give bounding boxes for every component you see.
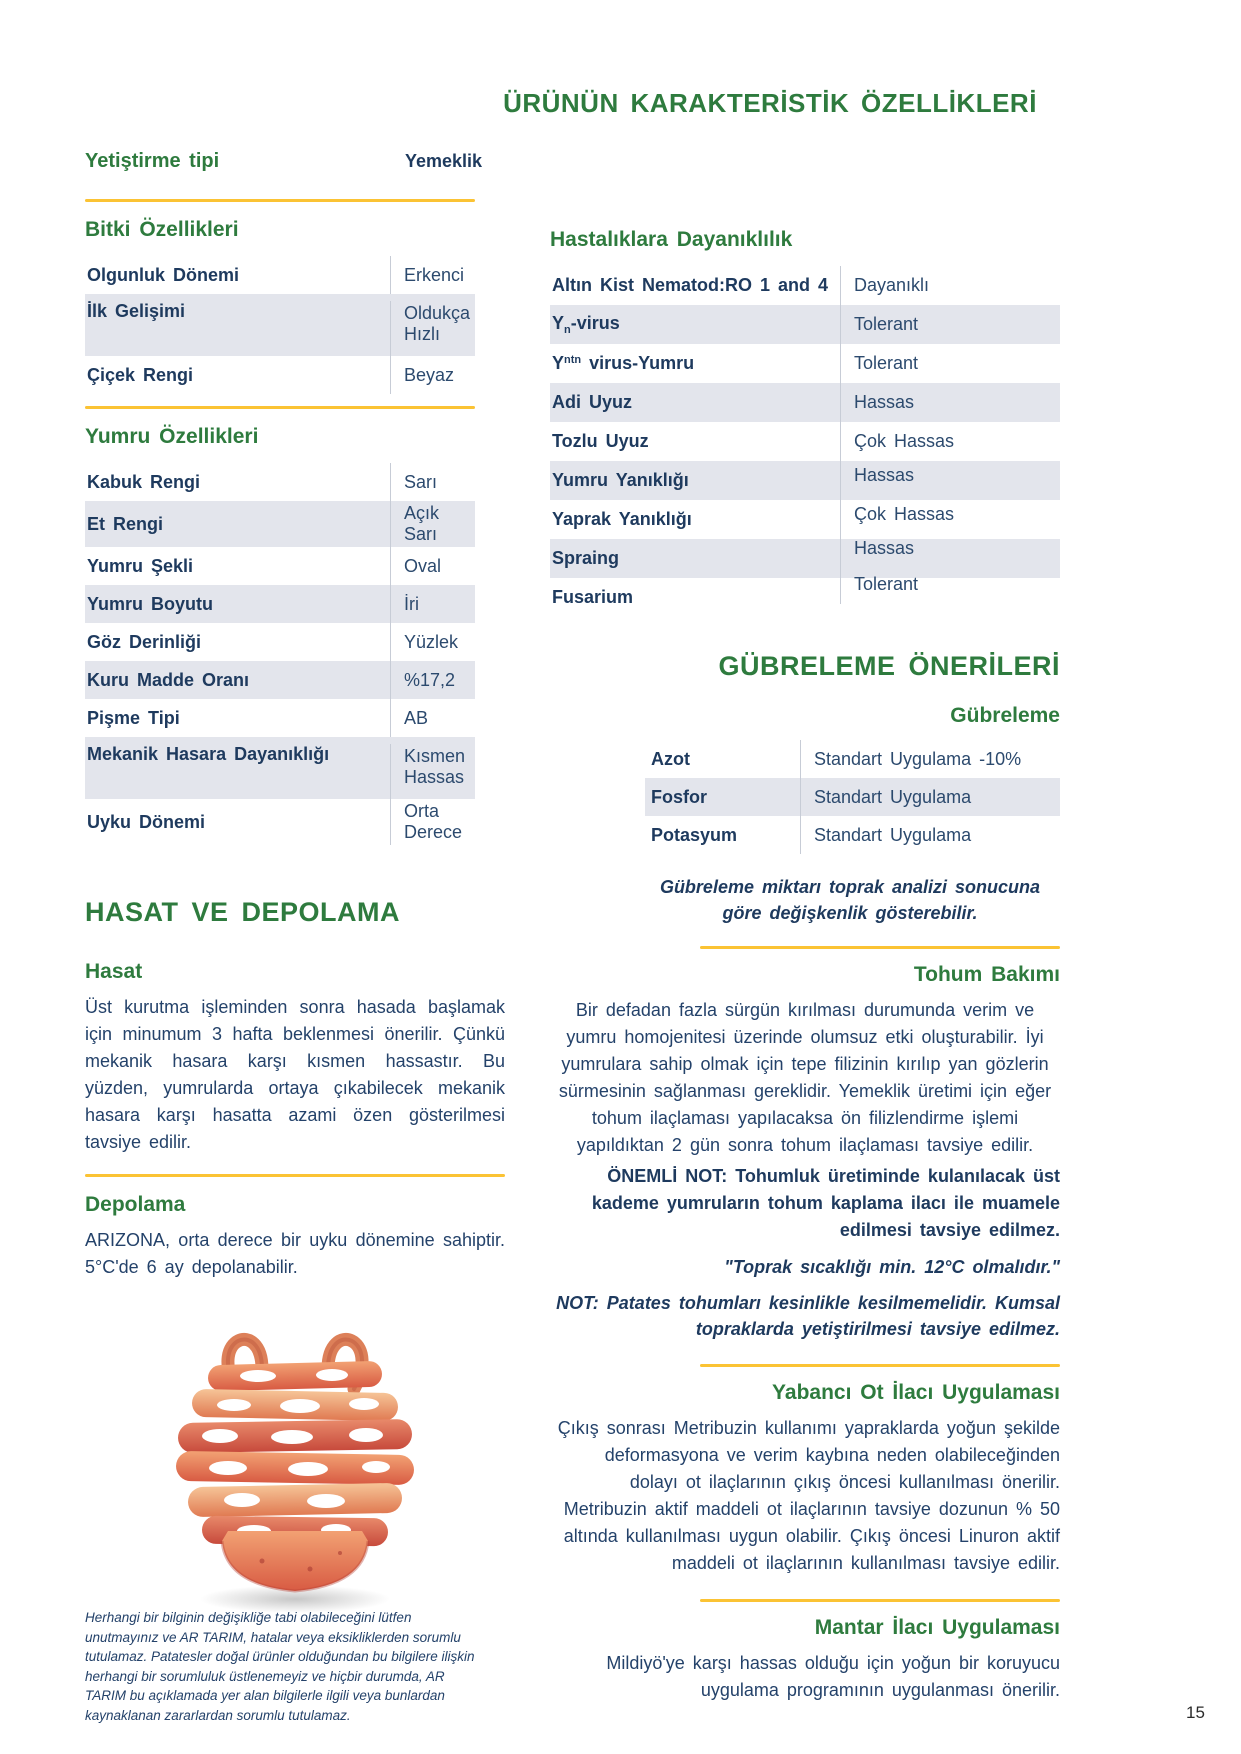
row-label: Et Rengi [87,513,164,534]
yellow-divider [700,1599,1060,1602]
row-value: Çok Hassas [840,495,1060,534]
tuber-features-heading: Yumru Özellikleri [85,425,259,448]
row-value: Yüzlek [390,623,475,661]
page-title: ÜRÜNÜN KARAKTERİSTİK ÖZELLİKLERİ [503,88,1037,118]
tuber-features-table [85,463,475,845]
table-row [645,740,1060,778]
fertilization-table [645,740,1060,854]
row-label: Altın Kist Nematod:RO 1 and 4 [552,275,829,295]
herbicide-heading: Yabancı Ot İlacı Uygulaması [772,1381,1060,1404]
table-row [550,574,1060,617]
row-value: Hassas [840,383,1060,422]
row-label: Yumru Yanıklığı [552,470,689,490]
row-value: %17,2 [390,661,475,699]
fertilization-subheading: Gübreleme [950,704,1060,727]
table-row [645,816,1060,854]
row-value: Kısmen Hassas [390,744,475,799]
right-column [550,0,1060,1704]
label-part: Y [552,353,565,373]
table-row [85,356,475,394]
page-number: 15 [1186,1703,1205,1722]
row-label: Azot [651,748,690,769]
yellow-divider [85,199,475,202]
storage-paragraph: ARIZONA, orta derece bir uyku dönemine sahiptir. 5°C'de 6 ay depolanabilir. [85,1230,505,1277]
row-label: Kabuk Rengi [87,471,201,492]
row-label: Tozlu Uyuz [552,431,649,451]
row-value: İri [390,585,475,623]
yellow-divider [700,946,1060,949]
row-value: AB [390,699,475,737]
row-value: Çok Hassas [840,422,1060,461]
table-row [85,294,475,356]
fertilization-note: Gübreleme miktarı toprak analizi sonucuna göre değişkenlik gösterebilir. [659,877,1041,923]
row-value: Sarı [390,463,475,501]
footer-disclaimer: Herhangi bir bilginin değişikliğe tabi olabileceğini lütfen unutmayınız ve AR TARIM, hatalar veya eksikliklerden sorumlu tutulamaz. Patatesler doğal ürünler olduğundan bu bilgilere ilişkin herhangi bir sorumluluk üstlenemeyiz ve hiçbir durumda, AR TARIM bu açıklamada yer alan bilgilerle ilgili veya bunlardan kaynaklanan zararlardan sorumlu tutulamaz. [85,1610,475,1723]
table-row [85,501,475,547]
row-label: Olgunluk Dönemi [87,264,240,285]
table-row [85,256,475,294]
row-value: Dayanıklı [840,266,1060,305]
table-row [85,737,475,799]
plant-features-heading: Bitki Özellikleri [85,218,239,241]
harvest-heading: Hasat [85,960,143,983]
seed-care-note: NOT: Patates tohumları kesinlikle kesilmemelidir. Kumsal topraklarda yetiştirilmesi tavsiye edilmez. [556,1293,1060,1339]
seed-care-heading: Tohum Bakımı [913,963,1060,986]
table-row [85,463,475,501]
row-label: Kuru Madde Oranı [87,669,250,690]
row-value: Hassas [840,456,1060,495]
row-label: İlk Gelişimi [87,301,186,321]
row-label: Fusarium [552,587,634,607]
row-label [550,313,840,336]
fertilization-heading: GÜBRELEME ÖNERİLERİ [718,651,1060,681]
row-label: Yumru Şekli [87,555,194,576]
row-value: Tolerant [840,305,1060,344]
row-label: Göz Derinliği [87,631,202,652]
yellow-divider [700,1364,1060,1367]
row-label: Mekanik Hasara Dayanıklığı [87,744,330,764]
row-label: Spraing [552,548,620,568]
table-row [550,266,1060,305]
row-value: Hassas [840,529,1060,568]
label-part: Y [552,313,565,333]
table-row [85,699,475,737]
row-label: Yumru Boyutu [87,593,214,614]
harvest-storage-heading: HASAT VE DEPOLAMA [85,897,401,927]
disease-resistance-table [550,266,1060,617]
row-value: Tolerant [840,565,1060,604]
seed-care-important-note: ÖNEMLİ NOT: Tohumluk üretiminde kulanılacak üst kademe yumruların tohum kaplama ilacı ile muamele edilmesi tavsiye edilmez. [591,1166,1060,1240]
row-value: Standart Uygulama -10% [800,740,1060,778]
harvest-paragraph: Üst kurutma işleminden sonra hasada başlamak için minumum 3 hafta beklenmesi önerilir. Çünkü mekanik hasara karşı kısmen hassastır. Bu yüzden, yumrularda ortaya çıkabilecek mekanik hasara karşı hasatta azami özen gösterilmesi tavsiye edilir. [85,997,505,1152]
soil-temperature-quote: "Toprak sıcaklığı min. 12°C olmalıdır." [724,1257,1060,1277]
label-part: -virus [570,313,620,333]
storage-heading: Depolama [85,1193,186,1216]
table-row [85,799,475,845]
row-label: Çiçek Rengi [87,364,194,385]
yellow-divider [85,406,475,409]
row-label: Adi Uyuz [552,392,633,412]
left-column [85,0,505,1617]
potato-peel-basket-image [85,1317,505,1617]
label-part-superscript: ntn [564,354,582,366]
row-value: Erkenci [390,256,475,294]
growing-type-row [85,150,505,173]
row-value: Beyaz [390,356,475,394]
fungicide-paragraph: Mildiyö'ye karşı hassas olduğu için yoğun bir koruyucu uygulama programının uygulanması önerilir. [606,1653,1060,1700]
table-row [550,305,1060,344]
herbicide-paragraph: Çıkış sonrası Metribuzin kullanımı yapraklarda yoğun şekilde deformasyona ve verim kaybına neden olabileceğinden dolayı ot ilaçlarının çıkış öncesi kullanılması önerilir. Metribuzin aktif maddeli ot ilaçlarının tavsiye dozunun % 50 altında kullanılması uygun olabilir. Çıkış öncesi Linuron aktif maddeli ot ilaçlarının kullanılması tavsiye edilir. [557,1418,1060,1573]
label-part-subscript: n [564,324,571,336]
row-value: Orta Derece [390,799,475,845]
row-value: Standart Uygulama [800,778,1060,816]
growing-type-label: Yetiştirme tipi [85,150,220,172]
table-row [85,623,475,661]
row-label: Uyku Dönemi [87,811,206,832]
row-value: Açık Sarı [390,501,475,547]
disease-resistance-heading: Hastalıklara Dayanıklılık [550,228,793,251]
seed-care-paragraph: Bir defadan fazla sürgün kırılması durumunda verim ve yumru homojenitesi üzerinde olumsuz etki oluşturabilir. İyi yumrulara sahip olmak için tepe filizinin kırılıp yan gözlerin sürmesinin sağlanması gereklidir. Yemeklik üretimi için eğer tohum ilaçlaması yapılacaksa ön filizlendirme işlemi yapıldıktan 2 gün sonra tohum ilaçlaması tavsiye edilir. [558,1000,1052,1155]
row-label: Fosfor [651,786,707,807]
row-value: Oldukça Hızlı [390,301,475,356]
yellow-divider [85,1174,505,1177]
table-row [550,344,1060,383]
row-value: Standart Uygulama [800,816,1060,854]
table-row [85,585,475,623]
table-row [85,547,475,585]
plant-features-table [85,256,475,394]
row-value: Oval [390,547,475,585]
row-label [550,353,840,374]
table-row [550,383,1060,422]
table-row [645,778,1060,816]
row-label: Potasyum [651,824,738,845]
row-label: Pişme Tipi [87,707,180,728]
fungicide-heading: Mantar İlacı Uygulaması [814,1616,1060,1639]
table-row [85,661,475,699]
label-part: virus-Yumru [581,353,695,373]
row-label: Yaprak Yanıklığı [552,509,692,529]
growing-type-value: Yemeklik [405,151,483,171]
row-value: Tolerant [840,344,1060,383]
